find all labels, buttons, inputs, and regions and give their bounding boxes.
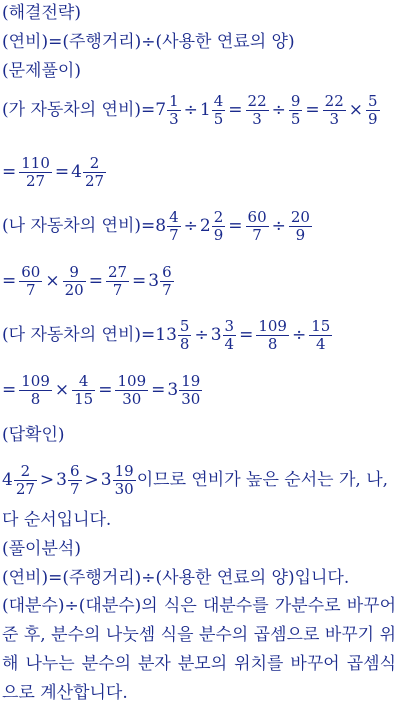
car-da-line1: (다 자동차의 연비)=13 $\frac{5}{8}$ ÷ 3 $\frac{3}{4}$ = $\frac{109}{8}$ ÷ $\frac{15}{4}$ — [2, 317, 331, 353]
car-da-label: (다 자동차의 연비)= — [2, 325, 156, 345]
car-da-line2: = $\frac{109}{8}$ × $\frac{4}{15}$ = $\frac{109}{30}$ = 3 $\frac{19}{30}$ — [2, 372, 201, 408]
car-na-line2: = $\frac{60}{7}$ × $\frac{9}{20}$ = $\frac{27}{7}$ = 3 $\frac{6}{7}$ — [2, 263, 172, 299]
car-na-label: (나 자동차의 연비)= — [2, 216, 156, 236]
heading-analysis: (풀이분석) — [2, 539, 81, 559]
compare-tail2: 다 순서입니다. — [2, 510, 112, 530]
car-na-line1: (나 자동차의 연비)=8 $\frac{4}{7}$ ÷ 2 $\frac{2}{9}$ = $\frac{60}{7}$ ÷ $\frac{20}{9}$ — [2, 208, 310, 244]
heading-strategy: (해결전략) — [2, 3, 81, 23]
compare-line: 4 $\frac{2}{27}$ > 3 $\frac{6}{7}$ > 3 $\frac{19}{30}$ 이므로 연비가 높은 순서는 가, 나, — [2, 462, 389, 498]
compare-tail: 이므로 연비가 높은 순서는 가, 나, — [136, 470, 389, 490]
heading-solution: (문제풀이) — [2, 61, 81, 81]
strategy-text: (연비)=(주행거리)÷(사용한 연료의 양) — [2, 32, 295, 52]
car-ga-label: (가 자동차의 연비)= — [2, 100, 156, 120]
analysis-paragraph: (대분수)÷(대분수)의 식은 대분수를 가분수로 바꾸어 준 후, 분수의 나눗셈 식을 분수의 곱셈으로 바꾸기 위해 나누는 분수의 분자 분모의 위치를 바꾸어 곱셈식으로 계산합니다. — [2, 596, 396, 703]
analysis-line1: (연비)=(주행거리)÷(사용한 연료의 양)입니다. — [2, 568, 350, 588]
car-ga-line2: = $\frac{110}{27}$ = 4 $\frac{2}{27}$ — [2, 154, 105, 190]
car-ga-line1: (가 자동차의 연비)=7 $\frac{1}{3}$ ÷ 1 $\frac{4}{5}$ = $\frac{22}{3}$ ÷ $\frac{9}{5}$ = $\frac{22}{3}$ × $\frac{5}{9}$ — [2, 92, 378, 128]
heading-check: (답확인) — [2, 425, 65, 445]
